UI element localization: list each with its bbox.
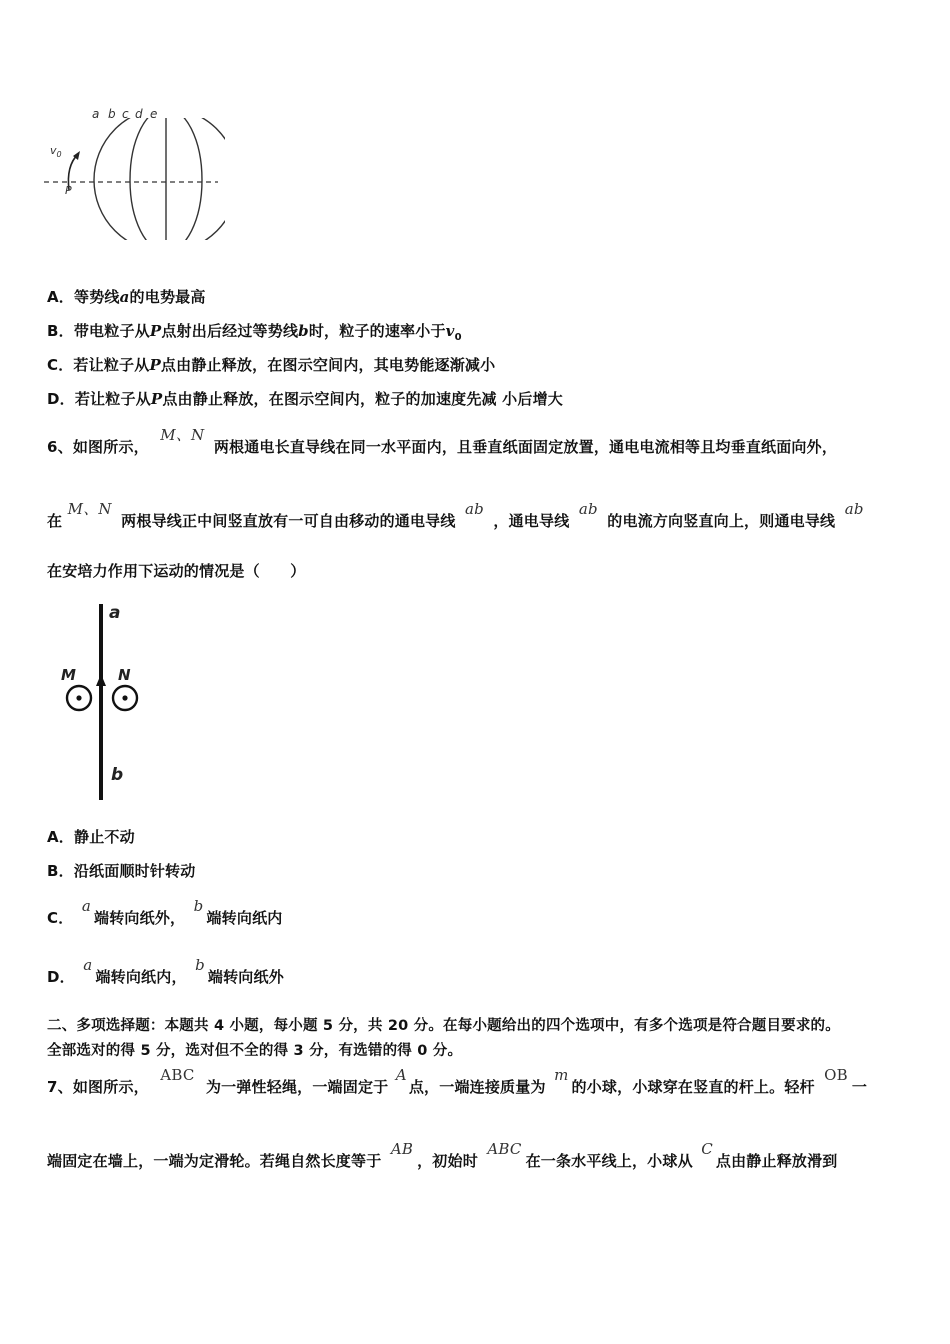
equipotential-figure	[40, 104, 225, 244]
label-a: a	[109, 603, 121, 623]
label-p: P	[65, 184, 72, 197]
label-b: b	[108, 107, 116, 121]
q7-line-1: 7、如图所示， ABC 为一弹性轻绳，一端固定于 A点，一端连接质量为 m的小球，小球穿在竖直的杆上。轻杆 OB一	[47, 1066, 868, 1096]
label-n: N	[118, 666, 131, 684]
label-v0: $v_0$	[50, 144, 62, 159]
q5-option-b: B．带电粒子从P点射出后经过等势线b时，粒子的速率小于$v_0$	[47, 322, 462, 343]
wire-n-dot	[122, 695, 127, 700]
current-up-arrow-icon	[96, 674, 106, 686]
q6-option-a: A．静止不动	[47, 828, 135, 846]
wire-m-dot	[76, 695, 81, 700]
label-a: a	[92, 107, 100, 121]
label-d: d	[135, 107, 143, 121]
q6-line-2: 在 M、N 两根导线正中间竖直放有一可自由移动的通电导线 ab ，通电导线 ab 的电流方向竖直向上，则通电导线 ab	[47, 500, 864, 530]
q5-option-c: C．若让粒子从P点由静止释放，在图示空间内，其电势能逐渐减小	[47, 356, 496, 374]
q7-number: 7、	[47, 1078, 73, 1096]
section-2-scoring: 全部选对的得 5 分，选对但不全的得 3 分，有选错的得 0 分。	[47, 1043, 463, 1059]
section-2-heading: 二、多项选择题：本题共 4 小题，每小题 5 分，共 20 分。在每小题给出的四个选项中，有多个选项是符合题目要求的。	[47, 1018, 840, 1034]
q7-line-2: 端固定在墙上，一端为定滑轮。若绳自然长度等于 AB，初始时 ABC在一条水平线上，小球从 C点由静止释放滑到	[47, 1140, 838, 1170]
q6-option-b: B．沿纸面顺时针转动	[47, 862, 196, 880]
equipotential-line-a	[94, 108, 225, 244]
q5-option-d: D．若让粒子从P点由静止释放，在图示空间内，粒子的加速度先减 小后增大	[47, 390, 563, 408]
q6-number: 6、	[47, 438, 73, 456]
q6-option-d: D． a端转向纸内， b端转向纸外	[47, 956, 284, 986]
q6-option-c: C． a端转向纸外， b端转向纸内	[47, 897, 283, 927]
q6-line-3: 在安培力作用下运动的情况是（ ）	[47, 562, 306, 580]
q6-line-1: 6、如图所示， M、N 两根通电长直导线在同一水平面内，且垂直纸面固定放置，通电电流相等且均垂直纸面向外，	[47, 426, 838, 456]
q5-option-a: A．等势线a的电势最高	[47, 288, 206, 306]
label-b: b	[111, 765, 124, 785]
label-c: c	[122, 107, 129, 121]
label-e: e	[150, 107, 158, 121]
wire-figure	[55, 598, 165, 806]
label-m: M	[61, 666, 76, 684]
